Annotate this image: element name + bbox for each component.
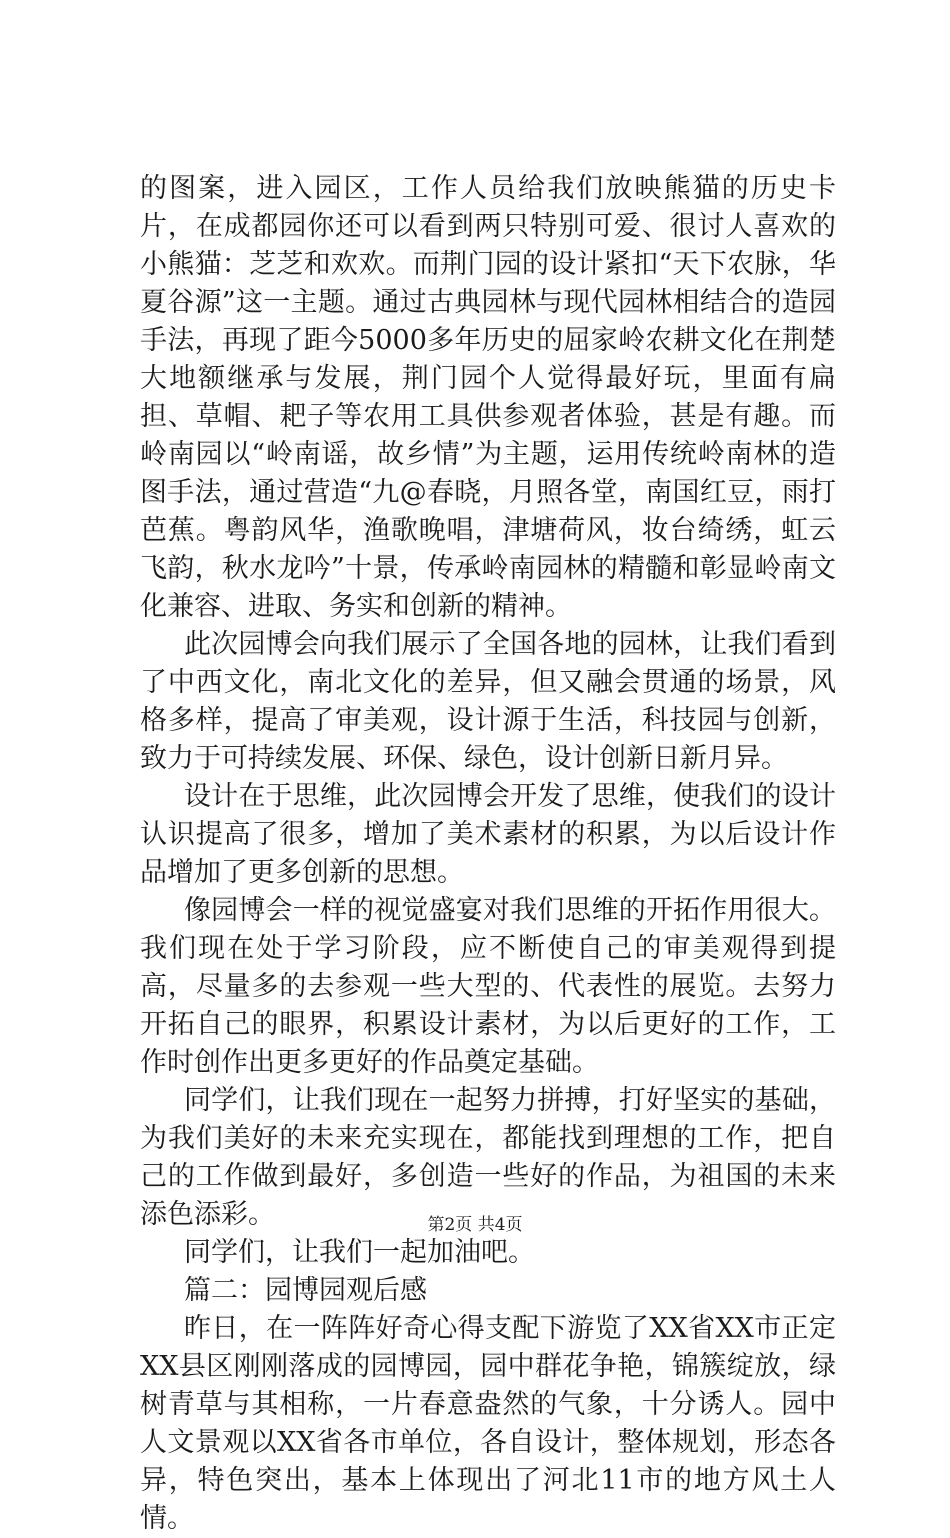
paragraph-6: 同学们，让我们一起加油吧。 bbox=[184, 1237, 535, 1268]
paragraph-7: 昨日，在一阵阵好奇心得支配下游览了XX省XX市正定XX县区刚刚落成的园博园，园中群花争艳，锦簇绽放，绿树青草与其相称，一片春意盎然的气象，十分诱人。园中人文景观以XX省各市单位，各自设计，整体规划，形态各异，特色突出，基本上体现出了河北11市的地方风土人情。 bbox=[140, 1313, 836, 1534]
document-body bbox=[140, 170, 836, 1538]
paragraph-1: 的图案，进入园区，工作人员给我们放映熊猫的历史卡片，在成都园你还可以看到两只特别可爱、很讨人喜欢的小熊猫：芝芝和欢欢。而荆门园的设计紧扣“天下农脉，华夏谷源”这一主题。通过古典园林与现代园林相结合的造园手法，再现了距今5000多年历史的屈家岭农耕文化在荆楚大地额继承与发展，荆门园个人觉得最好玩，里面有扁担、草帽、耙子等农用工具供参观者体验，甚是有趣。而岭南园以“岭南谣，故乡情”为主题，运用传统岭南林的造图手法，通过营造“九@春晓，月照各堂，南国红豆，雨打芭蕉。粤韵风华，渔歌晚唱，津塘荷风，妆台绮绣，虹云飞韵，秋水龙吟”十景，传承岭南园林的精髓和彰显岭南文化兼容、进取、务实和创新的精神。 bbox=[140, 173, 836, 622]
paragraph-4: 像园博会一样的视觉盛宴对我们思维的开拓作用很大。我们现在处于学习阶段，应不断使自己的审美观得到提高，尽量多的去参观一些大型的、代表性的展览。去努力开拓自己的眼界，积累设计素材，为以后更好的工作，工作时创作出更多更好的作品奠定基础。 bbox=[140, 895, 836, 1078]
section-heading: 篇二：园博园观后感 bbox=[184, 1275, 427, 1306]
paragraph-3: 设计在于思维，此次园博会开发了思维，使我们的设计认识提高了很多，增加了美术素材的积累，为以后设计作品增加了更多创新的思想。 bbox=[140, 781, 836, 888]
paragraph-5: 同学们，让我们现在一起努力拼搏，打好坚实的基础，为我们美好的未来充实现在，都能找到理想的工作，把自己的工作做到最好，多创造一些好的作品，为祖国的未来添色添彩。 bbox=[140, 1085, 836, 1230]
paragraph-2: 此次园博会向我们展示了全国各地的园林，让我们看到了中西文化，南北文化的差异，但又融会贯通的场景，风格多样，提高了审美观，设计源于生活，科技园与创新，致力于可持续发展、环保、绿色，设计创新日新月异。 bbox=[140, 629, 836, 774]
page-footer: 第2页 共4页 bbox=[427, 1215, 523, 1235]
